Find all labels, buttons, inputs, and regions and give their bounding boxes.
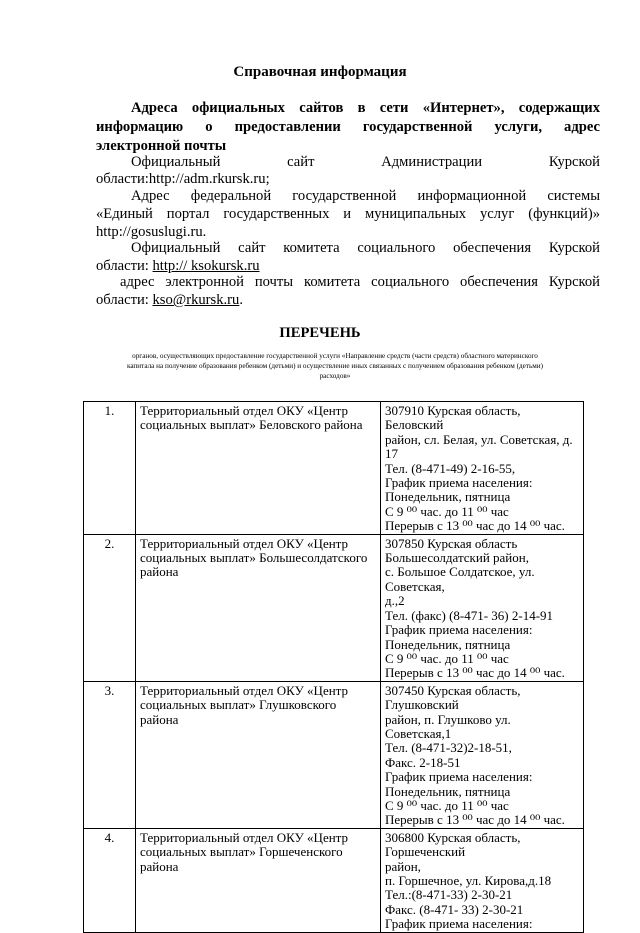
sites-heading-line-3: электронной почты [96,138,227,154]
offices-table [83,401,584,933]
row-number: 1. [84,402,136,535]
table-row [84,681,584,828]
office-contacts: 307850 Курская область Большесолдатский район, с. Большое Солдатское, ул. Советская, д.,2 Тел. (факс) (8-471- 36) 2-14-91 График приема населения: Понедельник, пятница С 9 ⁰⁰ час. до 11 ⁰⁰ час Перерыв с 13 ⁰⁰ час до 14 ⁰⁰ час. [381,534,584,681]
table-row [84,534,584,681]
committee-site-line-2: области: http:// ksokursk.ru [96,258,260,274]
office-name: Территориальный отдел ОКУ «Центр социальных выплат» Горшеченского района [136,828,381,932]
office-contacts: 307910 Курская область, Беловский район, сл. Белая, ул. Советская, д. 17 Тел. (8-471-49) 2-16-55, График приема населения: Понедельник, пятница С 9 ⁰⁰ час. до 11 ⁰⁰ час Перерыв с 13 ⁰⁰ час до 14 ⁰⁰ час. [381,402,584,535]
office-contacts: 306800 Курская область, Горшеченский район, п. Горшечное, ул. Кирова,д.18 Тел.:(8-471-33) 2-30-21 Факс. (8-471- 33) 2-30-21 График приема населения: [381,828,584,932]
committee-site-link[interactable]: http:// ksokursk.ru [152,258,260,274]
office-name: Территориальный отдел ОКУ «Центр социальных выплат» Беловского района [136,402,381,535]
office-contacts: 307450 Курская область, Глушковский район, п. Глушково ул. Советская,1 Тел. (8-471-32)2-18-51, Факс. 2-18-51 График приема населения: Понедельник, пятница С 9 ⁰⁰ час. до 11 ⁰⁰ час Перерыв с 13 ⁰⁰ час до 14 ⁰⁰ час. [381,681,584,828]
office-name: Территориальный отдел ОКУ «Центр социальных выплат» Глушковского района [136,681,381,828]
admin-site-line-1: Официальный сайт Администрации Курской [131,154,600,170]
admin-site-line-2: области:http://adm.rkursk.ru; [96,171,270,187]
page-title: Справочная информация [233,64,407,80]
table-row [84,828,584,932]
federal-system-line-3: http://gosuslugi.ru. [96,224,207,240]
row-number: 2. [84,534,136,681]
committee-email-line-1: адрес электронной почты комитета социального обеспечения Курской [120,274,600,290]
table-row [84,402,584,535]
sites-heading-line-1: Адреса официальных сайтов в сети «Интернет», содержащих [131,100,600,116]
row-number: 3. [84,681,136,828]
office-name: Территориальный отдел ОКУ «Центр социальных выплат» Большесолдатского района [136,534,381,681]
federal-system-line-1: Адрес федеральной государственной информационной системы [131,188,600,204]
row-number: 4. [84,828,136,932]
committee-email-line-2: области: kso@rkursk.ru. [96,292,243,308]
committee-site-line-1: Официальный сайт комитета социального обеспечения Курской [131,240,600,256]
sites-heading-line-2: информацию о предоставлении государственной услуги, адрес [96,119,600,135]
list-subtitle: органов, осуществляющих предоставление государственной услуги «Направление средств (части средств) областного материнского капитала на получение образования ребенком (детьми) и осуществление иных связанных с получением образования ребенком (детьми) расходов» [126,352,544,380]
list-title: ПЕРЕЧЕНЬ [279,325,361,341]
federal-system-line-2: «Единый портал государственных и муниципальных услуг (функций)» [96,206,600,222]
committee-email-link[interactable]: kso@rkursk.ru [152,292,240,308]
